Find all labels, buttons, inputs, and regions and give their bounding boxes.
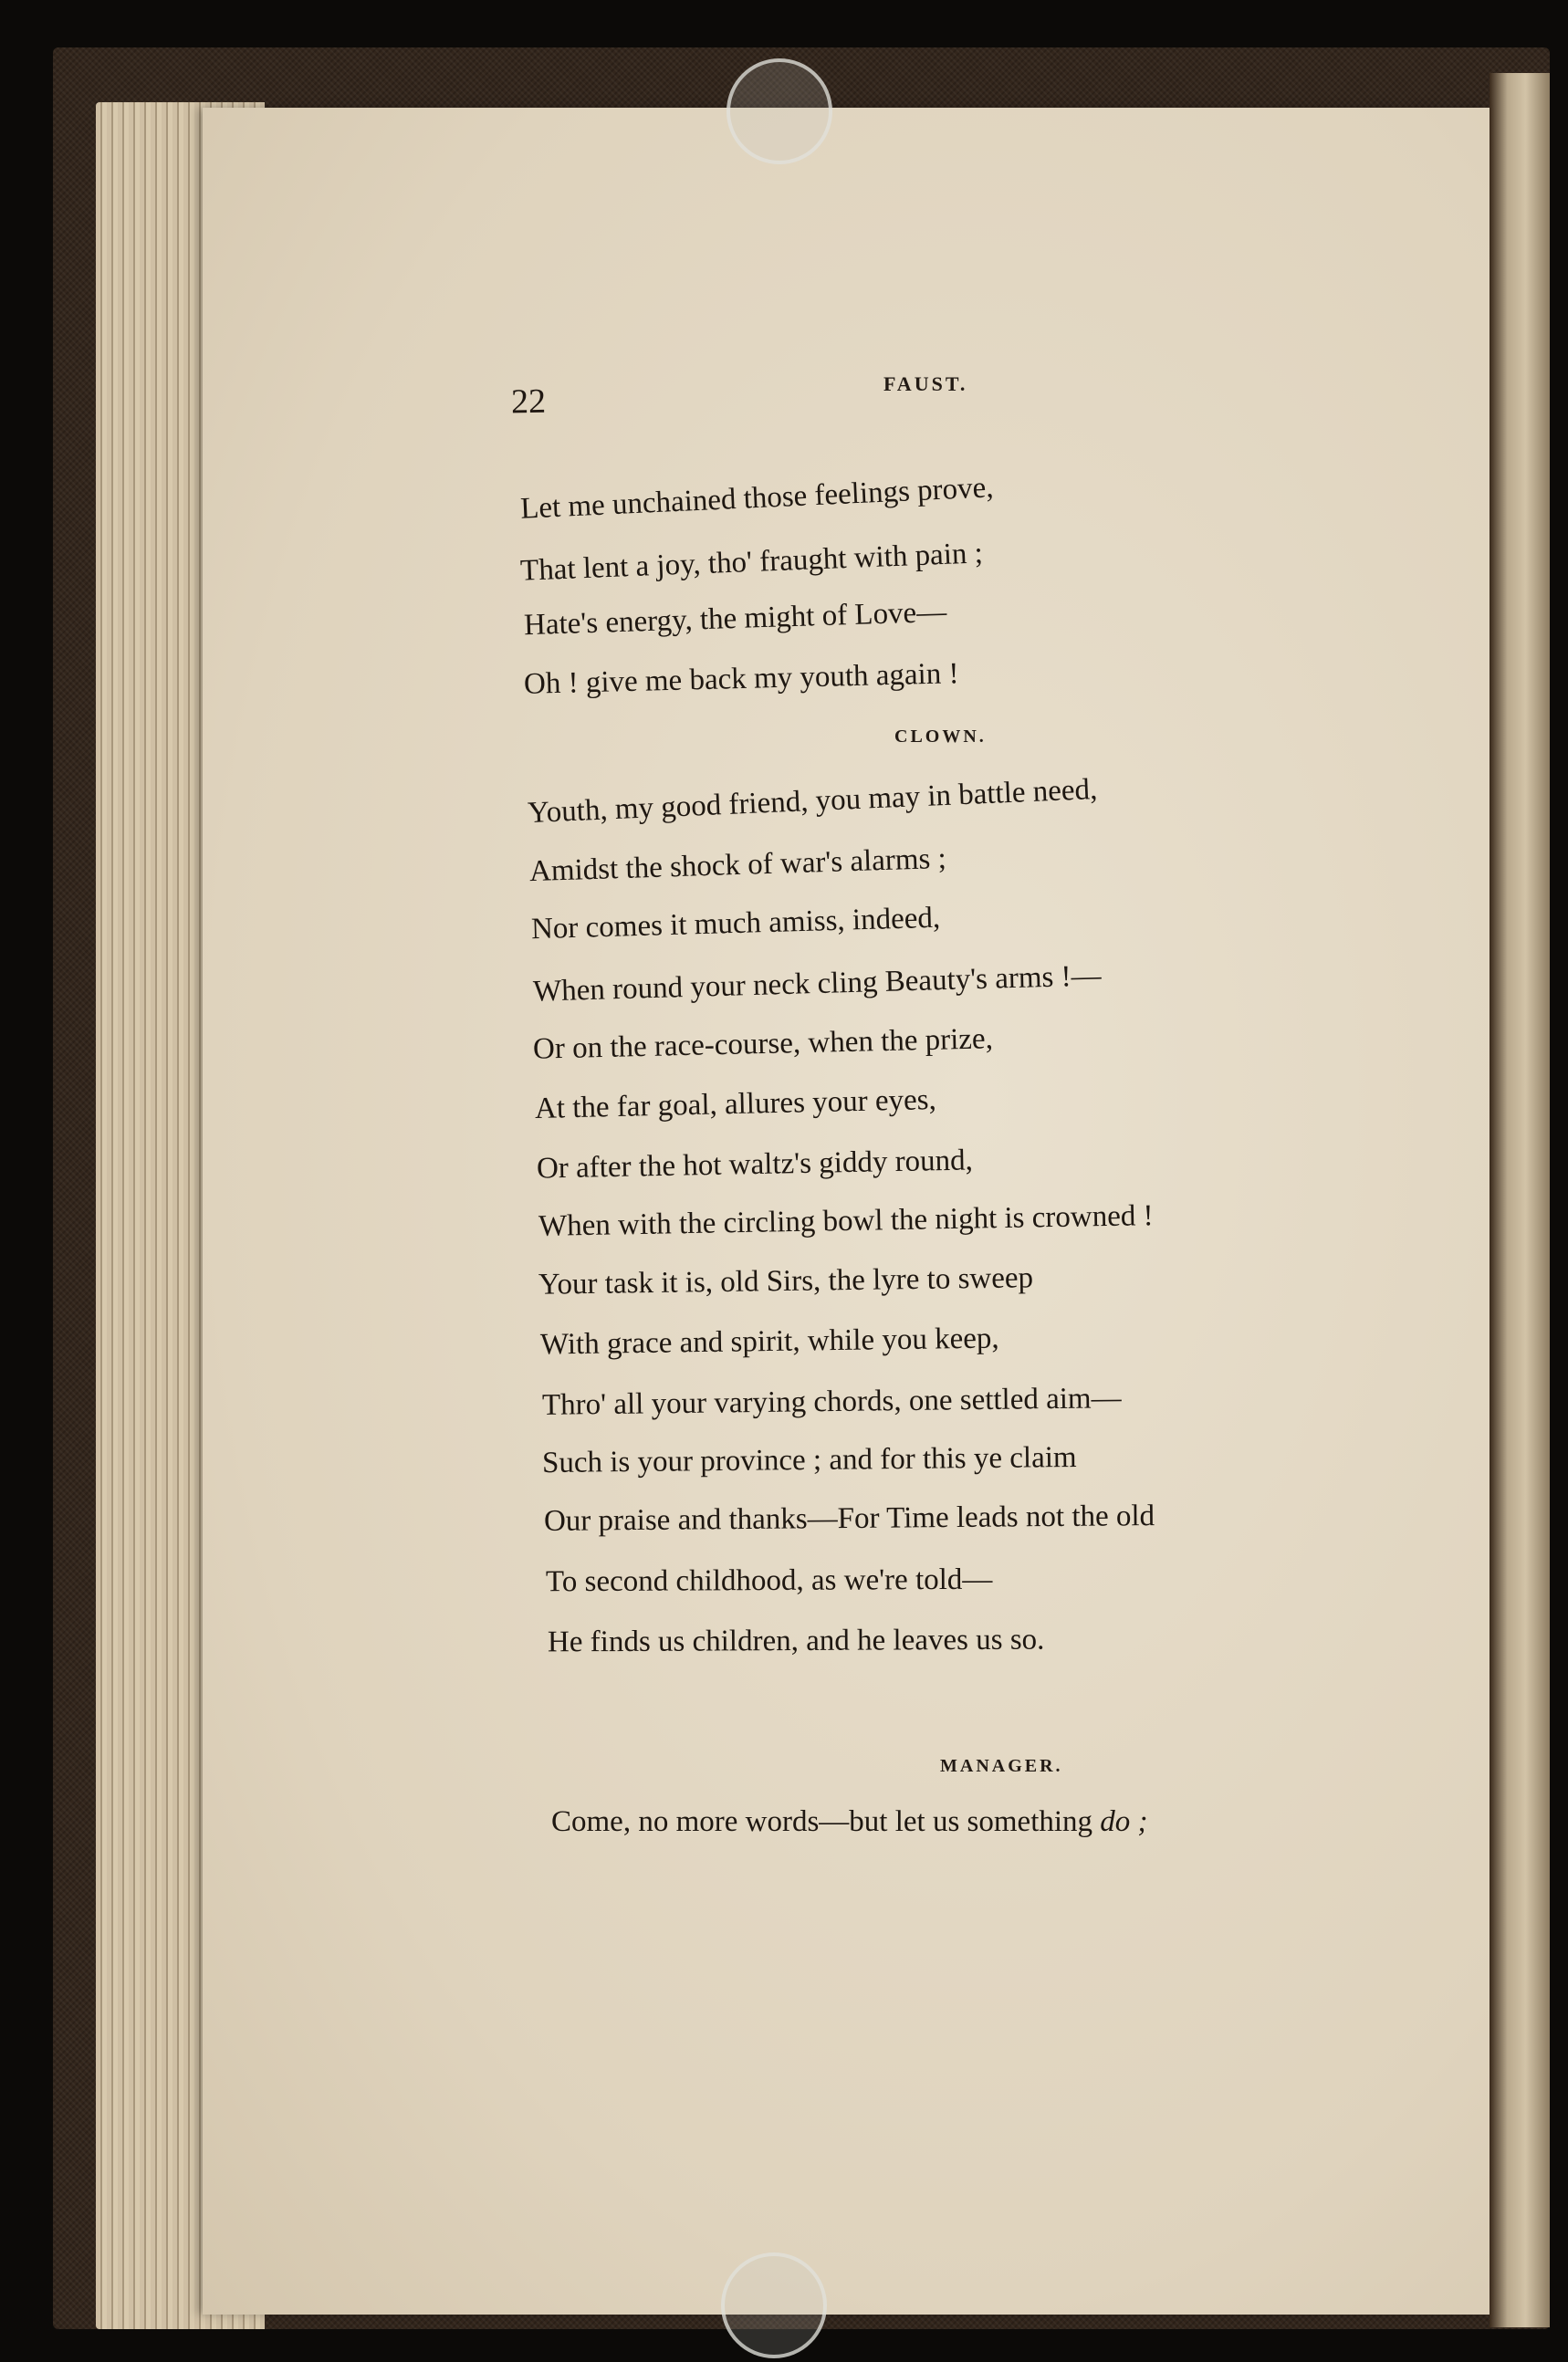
verse-line: Let me unchained those feelings prove, — [519, 471, 995, 526]
verse-line: Or after the hot waltz's giddy round, — [536, 1144, 974, 1186]
verse-line: With grace and spirit, while you keep, — [539, 1322, 999, 1362]
verse-line: When with the circling bowl the night is crowned ! — [538, 1199, 1154, 1243]
page-number: 22 — [510, 381, 547, 422]
verse-line: When round your neck cling Beauty's arms !— — [532, 959, 1103, 1009]
verse-line: Thro' all your varying chords, one settled aim— — [541, 1382, 1122, 1422]
verse-line: Or on the race-course, when the prize, — [532, 1022, 994, 1066]
verse-line: Nor comes it much amiss, indeed, — [530, 901, 941, 946]
page-clip-bottom — [721, 2252, 827, 2358]
verse-line: Such is your province ; and for this ye claim — [541, 1440, 1077, 1480]
verse-line-manager — [551, 1805, 1148, 1839]
verse-line: To second childhood, as we're told— — [545, 1562, 993, 1599]
running-title: FAUST. — [883, 372, 968, 395]
verse-line: That lent a joy, tho' fraught with pain ; — [519, 537, 984, 588]
verse-line: At the far goal, allures your eyes, — [534, 1083, 937, 1125]
speaker-clown: CLOWN. — [894, 726, 987, 747]
verse-line: Hate's energy, the might of Love— — [523, 595, 947, 643]
speaker-manager: MANAGER. — [940, 1756, 1063, 1776]
verse-line: Our praise and thanks—For Time leads not the old — [543, 1500, 1155, 1538]
book-gutter — [1490, 73, 1550, 2327]
verse-text: Come, no more words—but let us something — [551, 1805, 1101, 1838]
page-clip-top — [727, 58, 832, 164]
verse-line: Your task it is, old Sirs, the lyre to sweep — [538, 1261, 1034, 1301]
verse-line: Amidst the shock of war's alarms ; — [528, 841, 947, 889]
verse-line: He finds us children, and he leaves us so. — [547, 1623, 1045, 1659]
verse-emphasis: do ; — [1100, 1805, 1148, 1838]
verse-line: Oh ! give me back my youth again ! — [523, 657, 959, 701]
verse-line: Youth, my good friend, you may in battle need, — [527, 772, 1098, 831]
